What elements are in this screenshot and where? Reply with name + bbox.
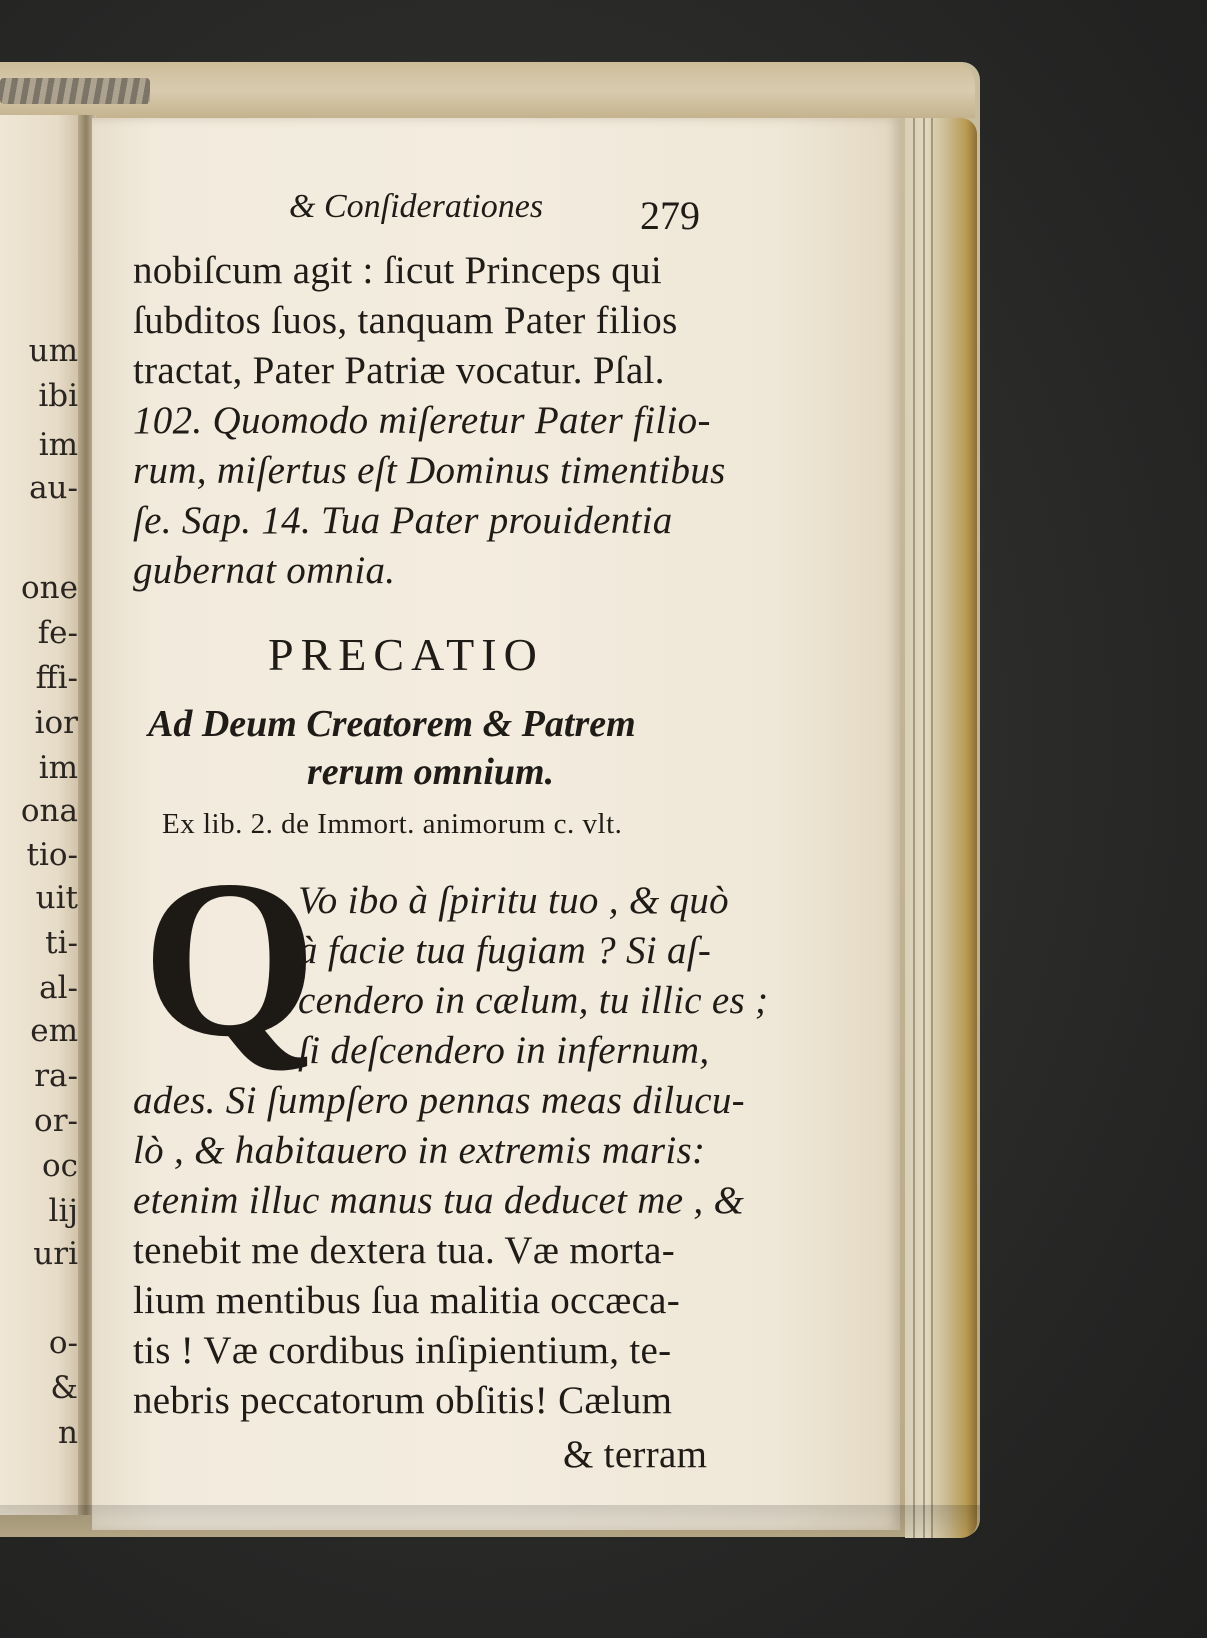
text-line: ſi deſcendero in infernum, <box>298 1029 710 1072</box>
left-page-line: ona <box>20 793 78 829</box>
text-line: gubernat omnia. <box>133 549 396 592</box>
text-line: 102. Quomodo miſeretur Pater filio- <box>133 399 711 442</box>
left-page-line: lij <box>48 1193 78 1229</box>
drop-cap-initial: Q <box>142 833 318 1083</box>
text-line: tis ! Væ cordibus inſipientium, te- <box>133 1329 672 1372</box>
left-page-line: im <box>38 427 78 463</box>
text-line: Vo ibo à ſpiritu tuo , & quò <box>298 879 729 922</box>
page-number: 279 <box>640 193 700 238</box>
left-page-line: o- <box>48 1325 78 1361</box>
text-line: rum, miſertus eſt Dominus timentibus <box>133 449 726 492</box>
text-line: ades. Si ſumpſero pennas meas dilucu- <box>133 1079 745 1122</box>
text-line: cendero in cælum, tu illic es ; <box>298 979 769 1022</box>
catchword: & terram <box>563 1433 708 1476</box>
left-page-line: ior <box>34 705 78 741</box>
prayer-heading: PRECATIO <box>268 629 544 680</box>
book-top-edge <box>0 62 975 118</box>
text-line: tractat, Pater Patriæ vocatur. Pſal. <box>133 349 665 392</box>
text-line: ſubditos ſuos, tanquam Pater filios <box>133 299 678 342</box>
left-page-line: uit <box>35 880 78 916</box>
text-line: tenebit me dextera tua. Væ morta- <box>133 1229 675 1272</box>
text-line: lium mentibus ſua malitia occæca- <box>133 1279 681 1322</box>
page-bottom-shadow <box>0 1505 980 1545</box>
left-page-line: al- <box>39 970 78 1006</box>
text-line: etenim illuc manus tua deducet me , & <box>133 1179 745 1222</box>
text-line: à facie tua fugiam ? Si aſ- <box>298 929 712 972</box>
prayer-subheading: rerum omnium. <box>307 751 555 793</box>
text-line: nebris peccatorum obſitis! Cælum <box>133 1379 673 1422</box>
left-page-line: au- <box>29 470 78 506</box>
prayer-subheading: Ad Deum Creatorem & Patrem <box>148 703 636 745</box>
left-page-line: ffi- <box>35 660 78 696</box>
left-page-line: fe- <box>37 615 78 651</box>
left-page-line: ibi <box>38 378 78 414</box>
text-line: ſe. Sap. 14. Tua Pater prouidentia <box>133 499 673 542</box>
page-fore-edge <box>905 118 977 1538</box>
left-page <box>0 115 82 1515</box>
left-page-line: im <box>38 750 78 786</box>
text-line: nobiſcum agit : ſicut Princeps qui <box>133 249 663 292</box>
left-page-line: ra- <box>34 1058 78 1094</box>
source-reference: Ex lib. 2. de Immort. animorum c. vlt. <box>162 808 623 840</box>
left-page-line: um <box>28 333 78 369</box>
left-page-line: n <box>58 1415 78 1451</box>
headband <box>0 78 150 104</box>
running-head: & Conſiderationes <box>289 188 544 225</box>
left-page-line: oc <box>41 1148 78 1184</box>
left-page-line: em <box>30 1013 78 1049</box>
text-line: lò , & habitauero in extremis maris: <box>133 1129 706 1172</box>
left-page-line: one <box>21 570 78 606</box>
left-page-line: & <box>50 1370 78 1406</box>
left-page-line: tio- <box>26 837 78 873</box>
left-page-line: ti- <box>45 925 78 961</box>
left-page-line: uri <box>33 1236 78 1272</box>
left-page-line: or- <box>34 1103 78 1139</box>
